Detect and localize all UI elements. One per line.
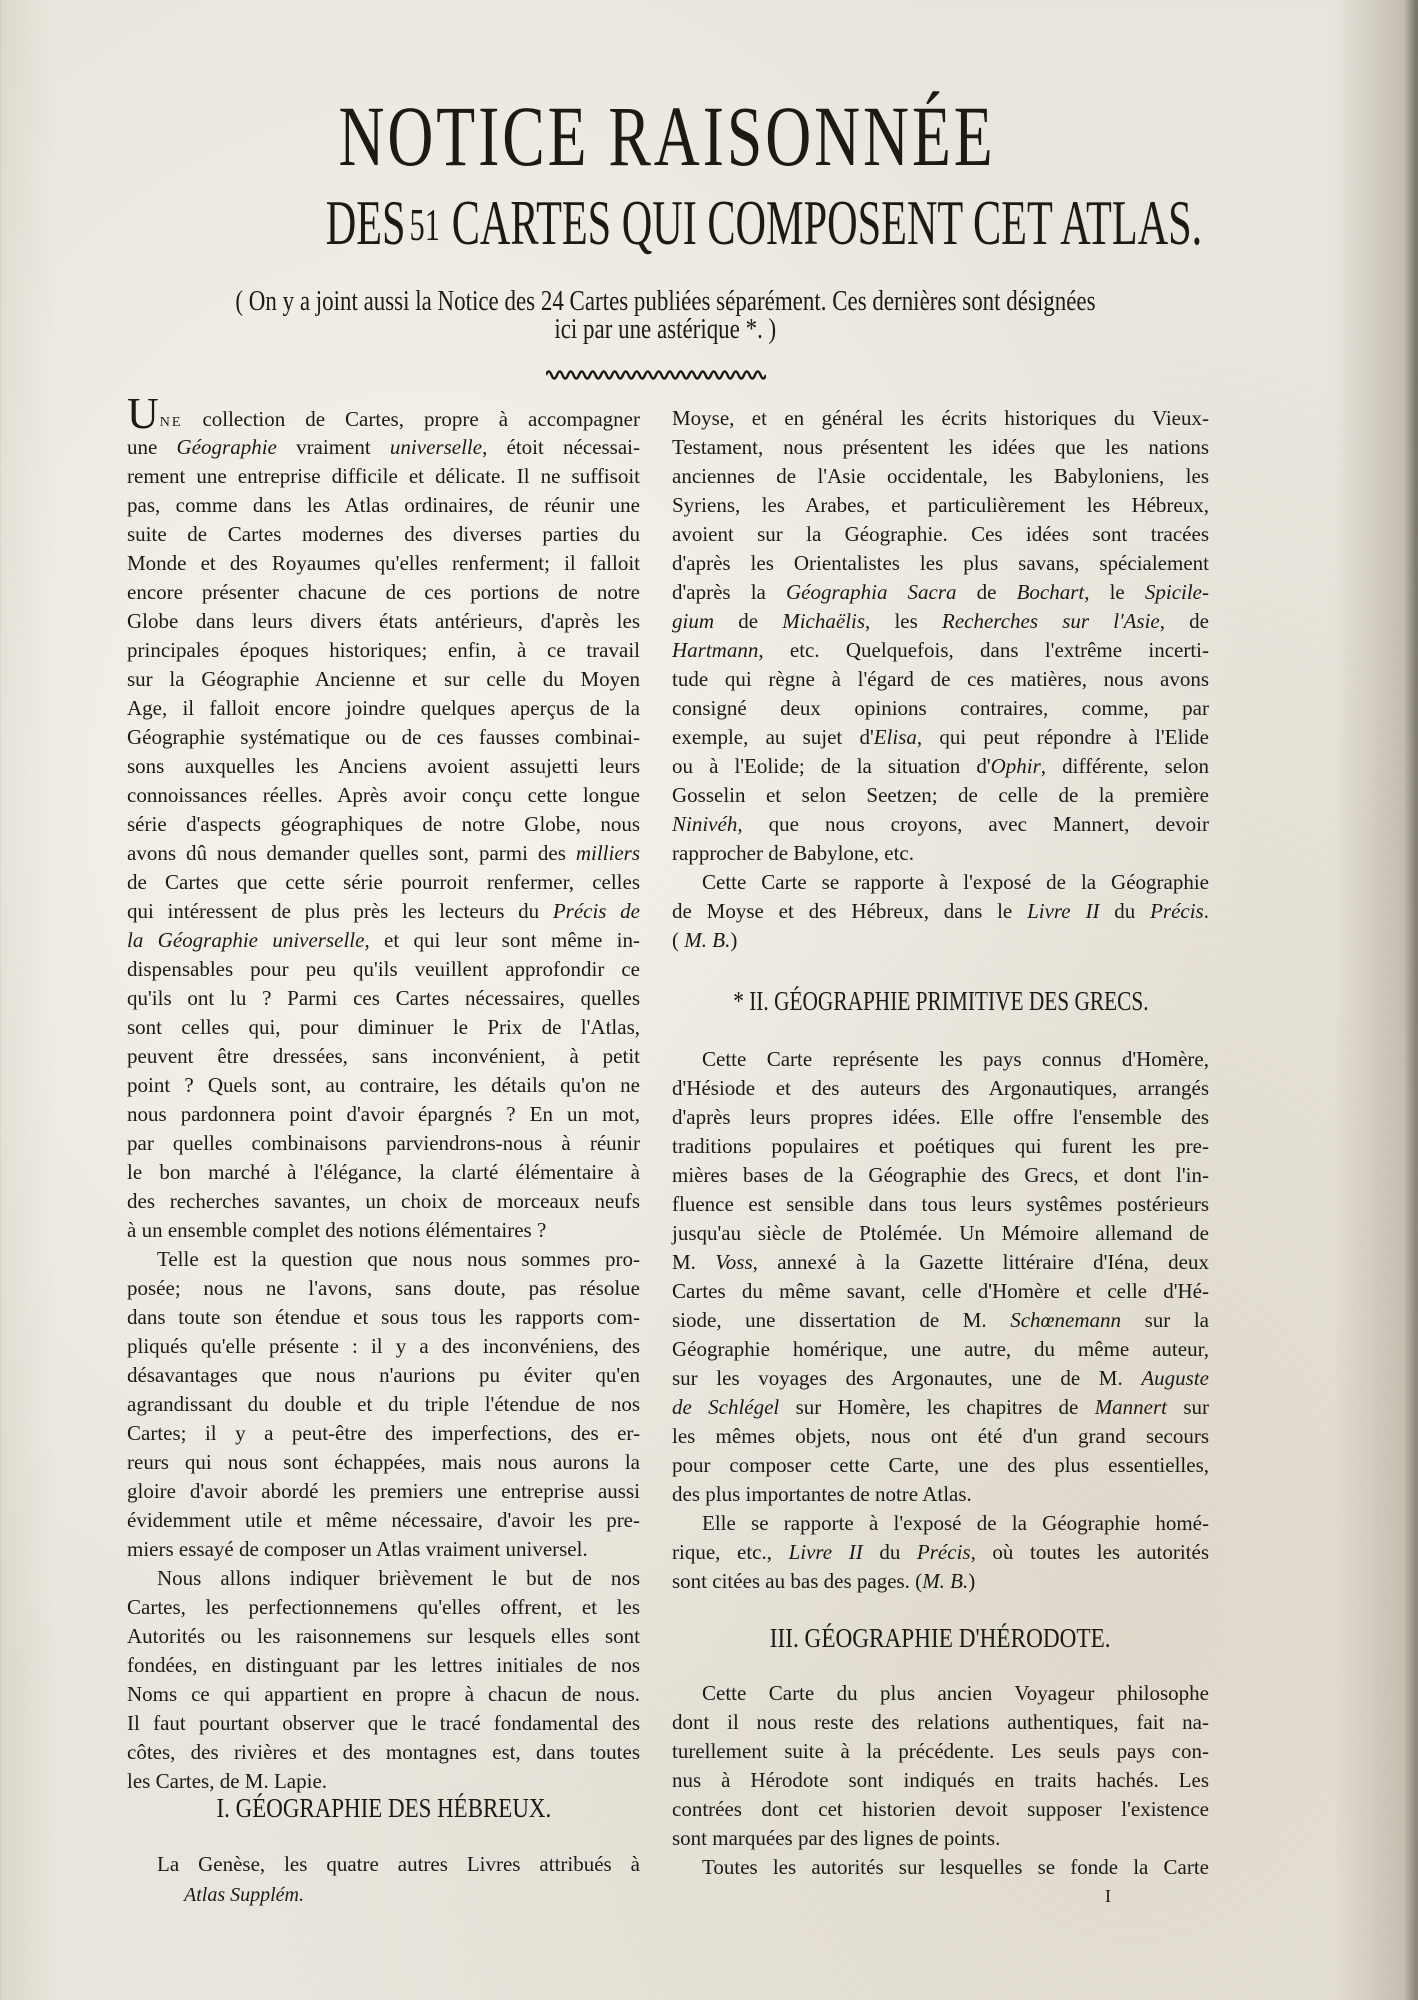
text-line: turellement suite à la précédente. Les seuls pays con- (672, 1739, 1209, 1763)
text-line: Gosselin et selon Seetzen; de celle de la première (672, 783, 1209, 807)
text-line: La Genèse, les quatre autres Livres attribués à (157, 1852, 640, 1876)
section-2-body (672, 1045, 1209, 1596)
text-line: Il faut pourtant observer que le tracé fondamental des (127, 1711, 640, 1735)
text-line: mières bases de la Géographie des Grecs, et dont l'in- (672, 1163, 1209, 1187)
text-line: des recherches savantes, un choix de morceaux neufs (127, 1189, 640, 1213)
text-line: encore présenter chacune de ces portions de notre (127, 580, 640, 604)
text-line: miers essayé de composer un Atlas vraiment universel. (127, 1537, 588, 1561)
text-segment: M. (672, 1250, 716, 1274)
italic-text: universelle (389, 435, 483, 459)
text-line: pas, comme dans les Atlas ordinaires, de réunir une (127, 493, 640, 517)
text-line: sont celles qui, pour diminuer le Prix de l'Atlas, (127, 1015, 640, 1039)
text-segment: qui intéressent de plus près les lecteurs du (127, 899, 553, 923)
ornament-rule (546, 368, 766, 382)
italic-text: M. B. (922, 1569, 969, 1593)
italic-text: Bochart (1016, 580, 1085, 604)
text-line: sur la Géographie Ancienne et sur celle du Moyen (127, 667, 640, 691)
italic-text: Michaëlis (782, 609, 866, 633)
text-line: principales époques historiques; enfin, à ce travail (127, 638, 640, 662)
text-line: des plus importantes de notre Atlas. (672, 1482, 972, 1506)
text-line: dispensables pour peu qu'ils veuillent approfondir ce (127, 957, 640, 981)
text-line: Géographie homérique, une autre, du même auteur, (672, 1337, 1209, 1361)
text-segment: , différente, selon (1040, 754, 1209, 778)
text-line: côtes, des rivières et des montagnes est, dans toutes (127, 1740, 640, 1764)
text-line: avoient sur la Géographie. Ces idées sont tracées (672, 522, 1209, 546)
text-segment: siode, une dissertation de M. (672, 1308, 1011, 1332)
italic-text: Précis (1150, 899, 1204, 923)
italic-text: la Géographie universelle (127, 928, 365, 952)
text-segment: vraiment (276, 435, 390, 459)
text-line: Géographie systématique ou de ces fausses combinai- (127, 725, 640, 749)
text-segment: ( (672, 928, 685, 952)
small-caps-text: NE (159, 415, 183, 430)
text-segment: , les (865, 609, 943, 633)
section-heading-2 (672, 985, 1209, 1017)
text-segment: , étoit nécessai- (482, 435, 641, 459)
text-segment: de (714, 609, 783, 633)
text-line: à un ensemble complet des notions élémentaires ? (127, 1218, 547, 1242)
text-line: point ? Quels sont, au contraire, les détails qu'on ne (127, 1073, 640, 1097)
text-line: pour composer cette Carte, une des plus essentielles, (672, 1453, 1209, 1477)
text-line (672, 1306, 1209, 1335)
text-segment: sur la (1121, 1308, 1209, 1332)
text-line (672, 926, 1209, 955)
italic-text: Précis (916, 1540, 971, 1564)
text-line: sons auxquelles les Anciens avoient assujetti leurs (127, 754, 640, 778)
text-line: fluence est sensible dans tous leurs systêmes postérieurs (672, 1192, 1209, 1216)
text-line: Cartes, les perfectionnemens qu'elles offrent, et les (127, 1595, 640, 1619)
text-line: série d'aspects géographiques de notre Globe, nous (127, 812, 640, 836)
text-line (127, 897, 640, 926)
subtitle-des: DES (325, 187, 406, 258)
italic-text: Ophir (990, 754, 1041, 778)
text-line: Nous allons indiquer brièvement le but de nos (157, 1566, 640, 1590)
text-segment: avons dû nous demander quelles sont, parmi des (127, 841, 576, 865)
text-line: jusqu'au siècle de Ptolémée. Un Mémoire allemand de (672, 1221, 1209, 1245)
italic-text: M. B. (684, 928, 731, 952)
text-line: Monde et des Royaumes qu'elles renferment; il falloit (127, 551, 640, 575)
text-line: évidemment utile et même nécessaire, d'avoir les pre- (127, 1508, 640, 1532)
text-line: de Cartes que cette série pourroit renfermer, celles (127, 870, 640, 894)
subtitle-line (325, 187, 1203, 258)
text-segment: de (956, 580, 1017, 604)
text-line: connoissances réelles. Après avoir conçu cette longue (127, 783, 640, 807)
text-line: d'après leurs propres idées. Elle offre l'ensemble des (672, 1105, 1209, 1129)
italic-text: milliers (575, 841, 640, 865)
text-line (672, 1538, 1209, 1567)
text-line (127, 433, 640, 462)
text-segment: , le (1084, 580, 1145, 604)
text-line: Toutes les autorités sur lesquelles se fonde la Carte (702, 1855, 1209, 1879)
text-line: Cette Carte se rapporte à l'exposé de la Géographie (702, 870, 1209, 894)
note-line: ici par une astérique *. ) (554, 314, 776, 345)
italic-text: Schœnemann (1010, 1308, 1122, 1332)
text-segment: , etc. Quelquefois, dans l'extrême incerti- (758, 638, 1209, 662)
text-line (672, 1393, 1209, 1422)
italic-text: Recherches sur l'Asie (942, 609, 1160, 633)
italic-text: gium (672, 609, 714, 633)
italic-text: de Schlégel (672, 1395, 780, 1419)
text-line: Cartes; il y a peut-être des imperfections, des er- (127, 1421, 640, 1445)
text-line: le bon marché à l'élégance, la clarté élémentaire à (127, 1160, 640, 1184)
text-line: peuvent être dressées, sans inconvénient, à petit (127, 1044, 640, 1068)
italic-text: Mannert (1094, 1395, 1168, 1419)
text-line: par quelles combinaisons parviendrons-nous à réunir (127, 1131, 640, 1155)
section-3-body (672, 1679, 1209, 1882)
text-line: consigné deux opinions contraires, comme, par (672, 696, 1209, 720)
text-segment: . (1203, 899, 1209, 923)
text-line (672, 752, 1209, 781)
text-line: traditions populaires et poétiques qui furent les pre- (672, 1134, 1209, 1158)
text-line (127, 389, 640, 438)
text-segment: sur Homère, les chapitres de (779, 1395, 1095, 1419)
section-1-body (127, 1850, 640, 1879)
text-line: Globe dans leurs divers états antérieurs, d'après les (127, 609, 640, 633)
text-segment: du (862, 1540, 917, 1564)
text-line: fondées, en distinguant par les lettres initiales de nos (127, 1653, 640, 1677)
note-line: ( On y a joint aussi la Notice des 24 Cartes publiées séparément. Ces dernières sont désignées (234, 286, 1096, 317)
text-line (672, 1364, 1209, 1393)
text-line: Age, il falloit encore joindre quelques aperçus de la (127, 696, 640, 720)
text-segment: , annexé à la Gazette littéraire d'Iéna, deux (752, 1250, 1209, 1274)
italic-text: Auguste (1141, 1366, 1209, 1390)
text-line: contrées dont cet historien devoit supposer l'existence (672, 1797, 1209, 1821)
text-segment: , et qui leur sont même in- (364, 928, 640, 952)
text-segment: ou à l'Eolide; de la situation d' (672, 754, 991, 778)
italic-text: Géographie (176, 435, 277, 459)
text-line (672, 578, 1209, 607)
text-segment: sur (1167, 1395, 1209, 1419)
text-segment: collection de Cartes, propre à accompagner (182, 407, 640, 431)
italic-text: Précis de (552, 899, 640, 923)
section-heading-text: III. GÉOGRAPHIE D'HÉRODOTE. (770, 1623, 1111, 1653)
text-line: les Cartes, de M. Lapie. (127, 1769, 328, 1793)
text-line: sont marquées par des lignes de points. (672, 1826, 1001, 1850)
text-line: Elle se rapporte à l'exposé de la Géographie homé- (702, 1511, 1209, 1535)
text-segment: ) (730, 928, 738, 952)
text-line: nus à Hérodote sont indiqués en traits hachés. Les (672, 1768, 1209, 1792)
italic-text: Hartmann (672, 638, 759, 662)
section-heading-1 (127, 1792, 640, 1824)
drop-cap: U (127, 389, 159, 438)
section-heading-text: * II. GÉOGRAPHIE PRIMITIVE DES GRECS. (732, 986, 1149, 1016)
text-line (127, 839, 640, 868)
text-segment: sont citées au bas des pages. ( (672, 1569, 923, 1593)
text-segment: , où toutes les autorités (970, 1540, 1210, 1564)
italic-text: Géographia Sacra (785, 580, 957, 604)
left-column-intro (127, 389, 641, 1796)
text-segment: exemple, au sujet d' (672, 725, 874, 749)
text-line: Syriens, les Arabes, et particulièrement les Hébreux, (672, 493, 1209, 517)
text-line (672, 607, 1209, 636)
text-line: rapprocher de Babylone, etc. (672, 841, 914, 865)
italic-text: Spicile- (1144, 580, 1209, 604)
text-line: pliqués qu'elle présente : il y a des inconvéniens, des (127, 1334, 640, 1358)
text-line: rement une entreprise difficile et délicate. Il ne suffisoit (127, 464, 640, 488)
text-segment: , qui peut répondre à l'Elide (916, 725, 1209, 749)
italic-text: Livre II (788, 1540, 863, 1564)
text-line (672, 1567, 1209, 1596)
text-line (127, 926, 640, 955)
text-line: suite de Cartes modernes des diverses parties du (127, 522, 640, 546)
text-segment: ) (968, 1569, 976, 1593)
text-segment: sur les voyages des Argonautes, une de M. (672, 1366, 1142, 1390)
text-segment: , que nous croyons, avec Mannert, devoir (737, 812, 1209, 836)
text-line: nous pardonnera point d'avoir épargnés ? En un mot, (127, 1102, 640, 1126)
text-line (672, 636, 1209, 665)
text-line: Moyse, et en général les écrits historiques du Vieux- (672, 406, 1209, 430)
signature-mark: Atlas Supplém. (184, 1884, 304, 1906)
text-line: Noms ce qui appartient en propre à chacun de nous. (127, 1682, 640, 1706)
text-line: dans toute son étendue et sous tous les rapports com- (127, 1305, 640, 1329)
subtitle-count: 51 (409, 199, 440, 250)
italic-text: Ninivéh (672, 812, 738, 836)
text-line: qu'ils ont lu ? Parmi ces Cartes nécessaires, quelles (127, 986, 640, 1010)
text-line: Autorités ou les raisonnemens sur lesquels elles sont (127, 1624, 640, 1648)
text-line: les mêmes objets, nous ont été d'un grand secours (672, 1424, 1209, 1448)
title-text: NOTICE RAISONNÉE (338, 88, 996, 184)
text-line: Cette Carte représente les pays connus d'Homère, (702, 1047, 1209, 1071)
text-line: anciennes de l'Asie occidentale, les Babyloniens, les (672, 464, 1209, 488)
intro-note (60, 288, 1270, 344)
section-heading-text: I. GÉOGRAPHIE DES HÉBREUX. (216, 1793, 551, 1823)
text-line: posée; nous ne l'avons, sans doute, pas résolue (127, 1276, 640, 1300)
text-line (672, 723, 1209, 752)
section-1-continued (672, 404, 1209, 955)
text-line: gloire d'avoir abordé les premiers une entreprise aussi (127, 1479, 640, 1503)
text-segment: une (127, 435, 177, 459)
text-segment: d'après la (672, 580, 786, 604)
text-segment: rique, etc., (672, 1540, 789, 1564)
italic-text: Elisa (873, 725, 917, 749)
page-number: I (1105, 1886, 1111, 1906)
italic-text: Livre II (1027, 899, 1100, 923)
text-segment: de Moyse et des Hébreux, dans le (672, 899, 1028, 923)
text-line (672, 1248, 1209, 1277)
text-line: Testament, nous présentent les idées que les nations (672, 435, 1209, 459)
text-line (672, 897, 1209, 926)
text-line: Cette Carte du plus ancien Voyageur philosophe (702, 1681, 1209, 1705)
text-line: désavantages que nous n'aurions pu éviter qu'en (127, 1363, 640, 1387)
italic-text: Voss (715, 1250, 753, 1274)
text-segment: du (1099, 899, 1151, 923)
text-line: tude qui règne à l'égard de ces matières, nous avons (672, 667, 1209, 691)
text-line (672, 810, 1209, 839)
text-line: d'Hésiode et des auteurs des Argonautiques, arrangés (672, 1076, 1209, 1100)
text-line: Telle est la question que nous nous sommes pro- (157, 1247, 640, 1271)
page-subtitle (100, 187, 1230, 258)
text-line: agrandissant du double et du triple l'étendue de nos (127, 1392, 640, 1416)
text-line: reurs qui nous sont échappées, mais nous aurons la (127, 1450, 640, 1474)
page-title (0, 88, 1334, 184)
text-line: Cartes du même savant, celle d'Homère et celle d'Hé- (672, 1279, 1209, 1303)
text-line: dont il nous reste des relations authentiques, fait na- (672, 1710, 1209, 1734)
text-segment: , de (1159, 609, 1210, 633)
section-heading-3 (672, 1622, 1209, 1654)
text-line: d'après les Orientalistes les plus savans, spécialement (672, 551, 1209, 575)
subtitle-rest: CARTES QUI COMPOSENT CET ATLAS. (451, 187, 1203, 258)
